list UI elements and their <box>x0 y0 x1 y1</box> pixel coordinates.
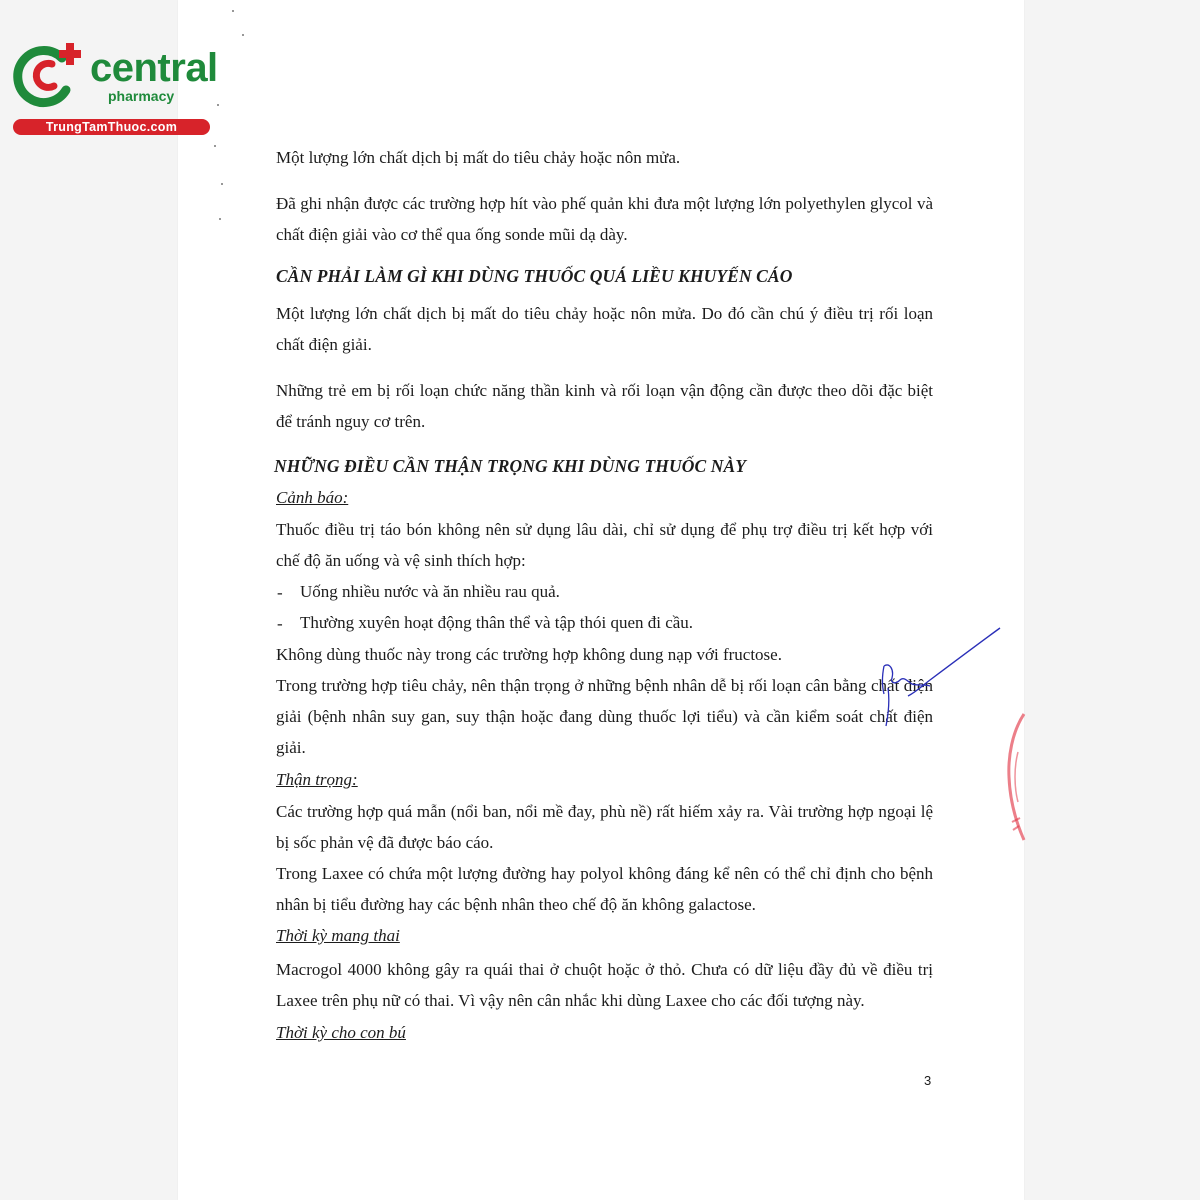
subheading-breastfeeding: Thời kỳ cho con bú <box>276 1023 406 1042</box>
paragraph-overdose-treatment: Một lượng lớn chất dịch bị mất do tiêu chảy hoặc nôn mửa. Do đó cần chú ý điều trị rối loạn chất điện giải. <box>276 304 933 354</box>
paragraph-aspiration: Đã ghi nhận được các trường hợp hít vào phế quản khi đưa một lượng lớn polyethylen glycol và chất điện giải vào cơ thể qua ống sonde mũi dạ dày. <box>276 194 933 244</box>
scan-speck <box>214 145 216 147</box>
paragraph-diarrhea-electrolytes: Trong trường hợp tiêu chảy, nên thận trọng ở những bệnh nhân dễ bị rối loạn cân bằng chất điện giải (bệnh nhân suy gan, suy thận hoặc đang dùng thuốc lợi tiểu) và cần kiểm soát chất điện giải. <box>276 676 933 757</box>
page-number: 3 <box>924 1073 932 1088</box>
paragraph-fluid-loss: Một lượng lớn chất dịch bị mất do tiêu chảy hoặc nôn mửa. <box>276 148 681 167</box>
logo-mark-icon <box>10 38 90 118</box>
bullet-exercise-habit: Thường xuyên hoạt động thân thể và tập thói quen đi cầu. <box>300 613 694 632</box>
logo-brand-name: central <box>90 46 218 90</box>
scan-speck <box>219 218 221 220</box>
scan-speck <box>217 104 219 106</box>
paragraph-pregnancy: Macrogol 4000 không gây ra quái thai ở chuột hoặc ở thỏ. Chưa có dữ liệu đầy đủ về điều trị Laxee trên phụ nữ có thai. Vì vậy nên cân nhắc khi dùng Laxee cho các đối tượng này. <box>276 960 933 1010</box>
paragraph-children-monitoring: Những trẻ em bị rối loạn chức năng thần kinh và rối loạn vận động cần được theo dõi đặc biệt để tránh nguy cơ trên. <box>276 381 933 431</box>
scan-speck <box>242 34 244 36</box>
subheading-warning: Cảnh báo: <box>276 488 349 507</box>
subheading-caution: Thận trọng: <box>276 770 358 789</box>
heading-overdose: CẦN PHẢI LÀM GÌ KHI DÙNG THUỐC QUÁ LIỀU KHUYẾN CÁO <box>276 266 793 286</box>
paragraph-fructose: Không dùng thuốc này trong các trường hợp không dung nạp với fructose. <box>276 645 782 664</box>
logo-website: TrungTamThuoc.com <box>13 119 210 135</box>
paragraph-sugar-polyol: Trong Laxee có chứa một lượng đường hay polyol không đáng kể nên có thể chỉ định cho bệnh nhân bị tiểu đường hay các bệnh nhân theo chế độ ăn không galactose. <box>276 864 933 914</box>
logo-subtitle: pharmacy <box>108 88 175 104</box>
central-pharmacy-logo <box>10 38 218 138</box>
heading-precautions: NHỮNG ĐIỀU CẦN THẬN TRỌNG KHI DÙNG THUỐC NÀY <box>274 456 747 476</box>
scan-speck <box>221 183 223 185</box>
bullet-dash: - <box>277 583 283 602</box>
bullet-water-vegetables: Uống nhiều nước và ăn nhiều rau quả. <box>300 582 560 601</box>
paragraph-constipation-use: Thuốc điều trị táo bón không nên sử dụng lâu dài, chỉ sử dụng để phụ trợ điều trị kết hợp với chế độ ăn uống và vệ sinh thích hợp: <box>276 520 933 570</box>
stamp-icon <box>1004 712 1028 842</box>
scan-speck <box>232 10 234 12</box>
subheading-pregnancy: Thời kỳ mang thai <box>276 926 400 945</box>
paragraph-hypersensitivity: Các trường hợp quá mẫn (nổi ban, nổi mề đay, phù nề) rất hiếm xảy ra. Vài trường hợp ngoại lệ bị sốc phản vệ đã được báo cáo. <box>276 802 933 852</box>
bullet-dash: - <box>277 614 283 633</box>
